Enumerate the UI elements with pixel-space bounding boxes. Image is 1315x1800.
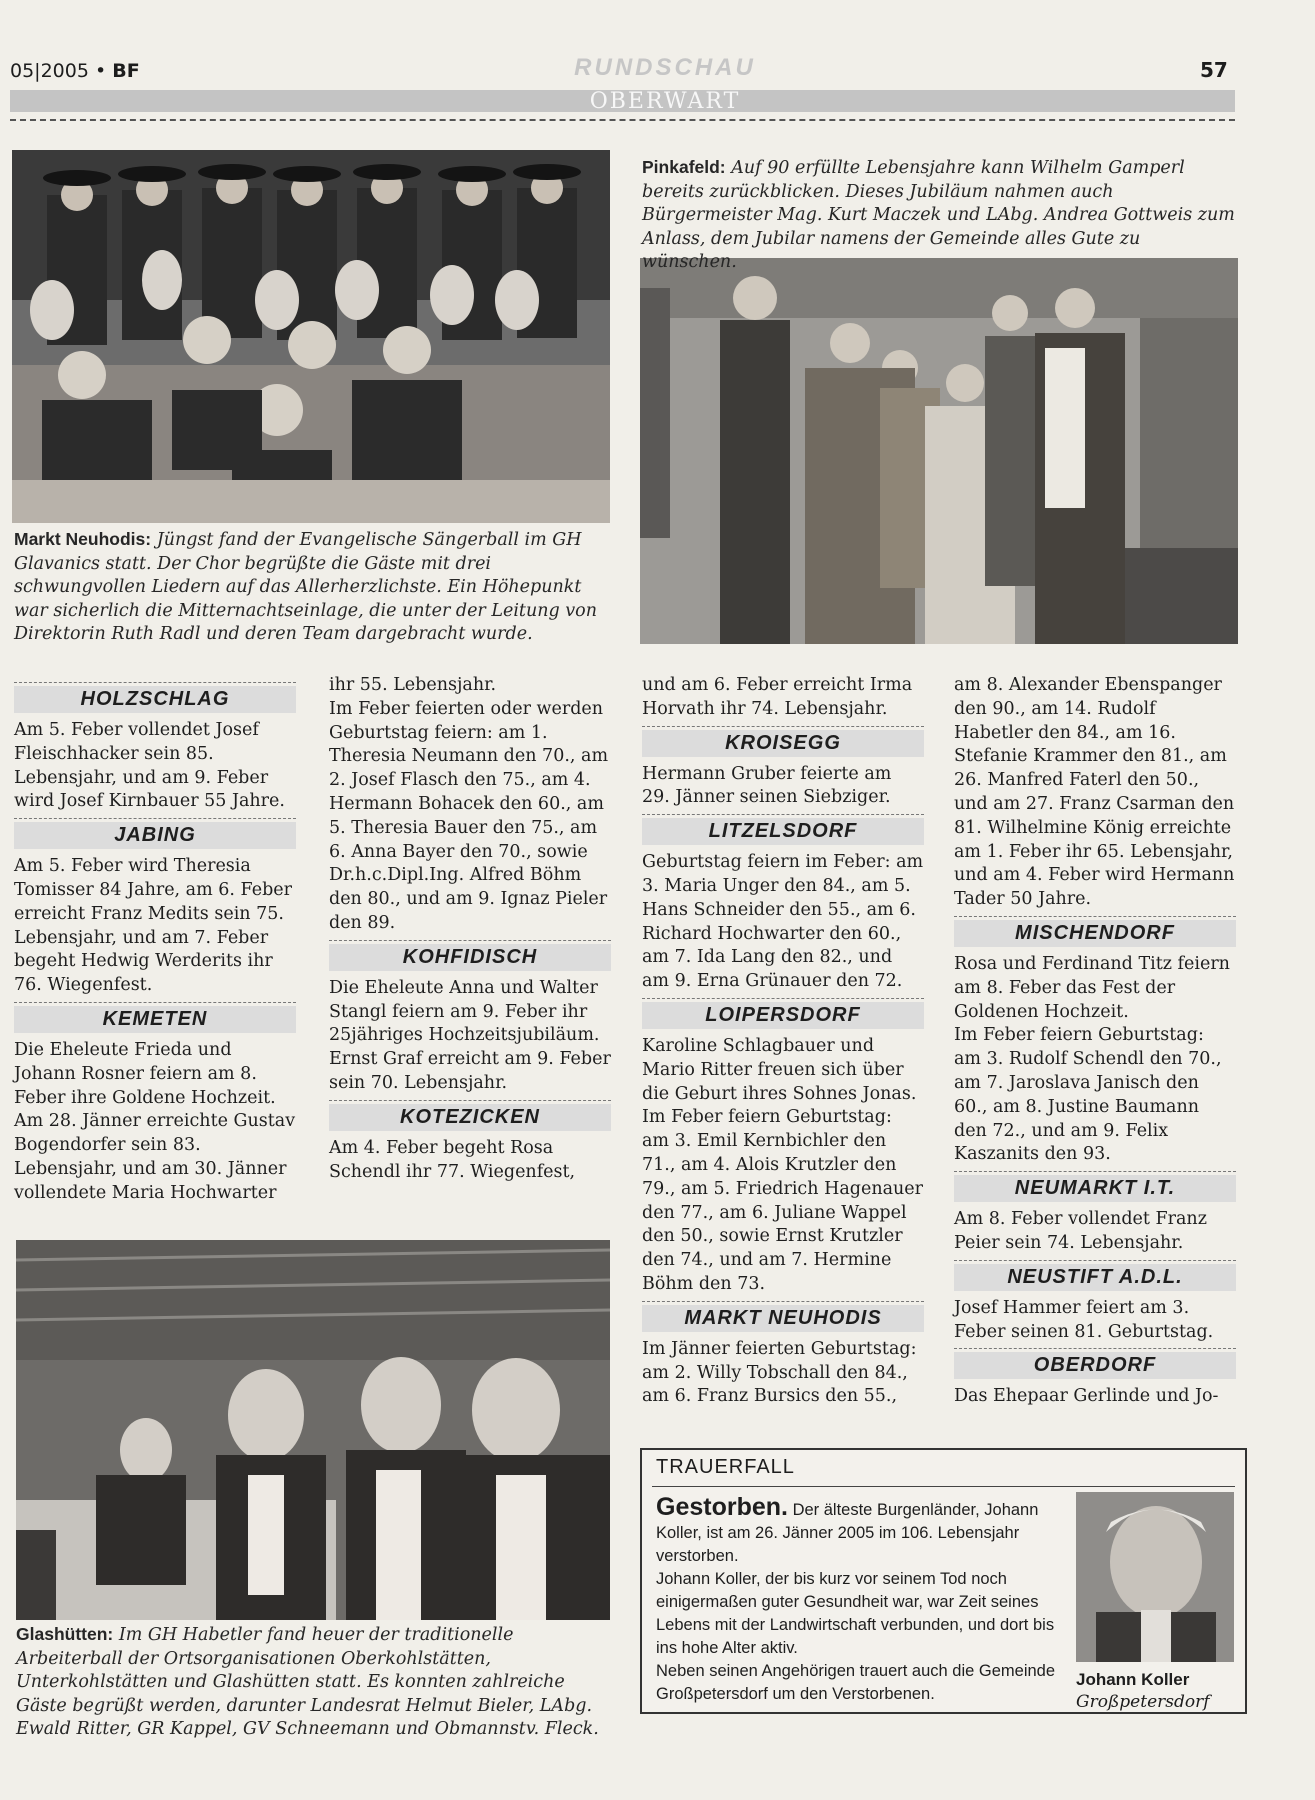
section-title: LITZELSDORF [642,818,924,845]
continued-text: ihr 55. Lebensjahr. [329,675,497,695]
continued-text: am 8. Alexander Ebenspanger den 90., am 14. Rudolf Habetler den 84., am 16. Stefanie Krammer den 81., am 26. Manfred Faterl den 50., und am 27. Franz Csarman den 81. Wilhelmine König erreichte am 1. Feber ihr 65. Lebensjahr, und am 4. Feber wird Hermann Tader 50 Jahre. [954,675,1235,910]
caption-text: Jüngst fand der Evangelische Sängerball im GH Glavanics statt. Der Chor begrüßte die Gäste mit drei schwungvollen Liedern auf das Allerherzlichste. Ein Höhepunkt war sicherlich die Mitternachtseinlage, die unter der Leitung von Direktorin Ruth Radl und deren Team dargebracht wurde. [14,530,597,644]
section-text: Die Eheleute Anna und Walter Stangl feiern am 9. Feber ihr 25jähriges Hochzeitsjubiläum. [329,977,600,1046]
caption-markt-neuhodis [14,528,614,647]
section-title: JABING [14,822,296,849]
section-markt-neuhodis [642,1301,924,1332]
issue-label [10,60,140,82]
section-text: Im Feber feiern Geburtstag: am 3. Rudolf Schendl den 70., am 7. Jaroslava Janisch den 60., am 8. Justine Baumann den 72., und am 9. Felix Kaszanits den 93. [954,1025,1222,1165]
caption-glashuetten [16,1623,616,1742]
section-title: RUNDSCHAU [574,54,756,81]
obituary-title: TRAUERFALL [656,1456,795,1478]
section-loipersdorf [642,998,924,1029]
portrait-place: Großpetersdorf [1076,1692,1210,1712]
caption-place: Pinkafeld: [642,157,726,177]
photo-markt-neuhodis [12,150,610,523]
section-text: Geburtstag feiern im Feber: am 3. Maria Unger den 84., am 5. Hans Schneider den 55., am 6. Richard Hochwarter den 60., am 7. Ida Lang den 82., und am 9. Erna Grünauer den 72. [642,852,924,992]
section-text: Ernst Graf erreicht am 9. Feber sein 70. Lebensjahr. [329,1049,611,1093]
caption-place: Glashütten: [16,1624,114,1644]
section-title: MISCHENDORF [954,920,1236,947]
section-title: HOLZSCHLAG [14,686,296,713]
caption-pinkafeld [642,156,1237,275]
column-2 [329,674,611,1184]
section-kohfidisch [329,940,611,971]
photo-glashuetten [16,1240,610,1620]
section-text: Im Jänner feierten Geburtstag: am 2. Willy Tobschall den 84., am 6. Franz Bursics den 55., [642,1338,917,1407]
section-title: OBERDORF [954,1352,1236,1379]
section-text: Rosa und Ferdinand Titz feiern am 8. Feber das Fest der Goldenen Hochzeit. [954,953,1230,1022]
section-holzschlag [14,682,296,713]
column-4 [954,674,1236,1409]
photo-pinkafeld [640,258,1238,644]
obituary-lead: Gestorben. [656,1493,788,1521]
obituary-divider [652,1486,1235,1487]
obituary-box [640,1448,1247,1714]
continued-text: Im Feber feierten oder werden Geburtstag feiern: am 1. Theresia Neumann den 70., am 2. Josef Flasch den 75., am 4. Hermann Bohacek den 60., am 5. Theresia Bauer den 75., am 6. Anna Bayer den 70., sowie Dr.h.c.Dipl.Ing. Alfred Böhm den 80., und am 9. Ignaz Pieler den 89. [329,698,609,933]
obituary-text [656,1493,1056,1706]
section-litzelsdorf [642,814,924,845]
section-title: MARKT NEUHODIS [642,1305,924,1332]
obituary-text-b: Johann Koller, der bis kurz vor seinem Tod noch einigermaßen guter Gesundheit war, war Zeit seines Lebens mit der Landwirtschaft verbunden, und dort bis ins hohe Alter aktiv. [656,1570,1055,1657]
section-title: LOIPERSDORF [642,1002,924,1029]
section-text: Am 5. Feber wird Theresia Tomisser 84 Jahre, am 6. Feber erreicht Franz Medits sein 75. Lebensjahr, und am 7. Feber begeht Hedwig Werderits ihr 76. Wiegenfest. [14,856,293,996]
section-text: Am 5. Feber vollendet Josef Fleischhacker sein 85. Lebensjahr, und am 9. Feber wird Josef Kirnbauer 55 Jahre. [14,720,285,812]
header-bullet: • [94,60,107,82]
portrait-photo [1076,1492,1234,1662]
caption-text: Auf 90 erfüllte Lebensjahre kann Wilhelm Gamperl bereits zurückblicken. Dieses Jubiläum nahmen auch Bürgermeister Mag. Kurt Maczek und LAbg. Andrea Gottweis zum Anlass, dem Jubilar namens der Gemeinde alles Gute zu wünschen. [642,158,1235,272]
section-jabing [14,818,296,849]
section-title: KOTEZICKEN [329,1104,611,1131]
header-divider [10,119,1235,121]
issue-number: 05|2005 [10,60,89,82]
caption-text: Im GH Habetler fand heuer der traditionelle Arbeiterball der Ortsorganisationen Oberkohlstätten, Unterkohlstätten und Glashütten statt. Es konnten zahlreiche Gäste begrüßt werden, darunter Landesrat Helmut Bieler, LAbg. Ewald Ritter, GR Kappel, GV Schneemann und Obmannstv. Fleck. [16,1625,599,1739]
section-mischendorf [954,916,1236,947]
section-text: Karoline Schlagbauer und Mario Ritter freuen sich über die Geburt ihres Sohnes Jonas. [642,1035,917,1104]
section-text: Die Eheleute Frieda und Johann Rosner feiern am 8. Feber ihre Goldene Hochzeit. Am 28. Jänner erreichte Gustav Bogendorfer sein 83. Lebensjahr, und am 30. Jänner vollendete Maria Hochwarter [14,1039,296,1203]
section-title: KROISEGG [642,730,924,757]
paper-label: BF [112,60,140,82]
page-number: 57 [1200,58,1228,82]
section-title: NEUSTIFT A.D.L. [954,1264,1236,1291]
section-text: Josef Hammer feiert am 3. Feber seinen 81. Geburtstag. [954,1297,1214,1342]
continued-text: und am 6. Feber erreicht Irma Horvath ihr 74. Lebensjahr. [642,675,913,719]
section-title: KEMETEN [14,1006,296,1033]
caption-place: Markt Neuhodis: [14,529,152,549]
section-kemeten [14,1002,296,1033]
section-oberdorf [954,1348,1236,1379]
region-title: OBERWART [589,89,741,114]
section-neumarkt [954,1171,1236,1202]
region-banner [10,90,1235,112]
section-kroisegg [642,726,924,757]
section-title: KOHFIDISCH [329,944,611,971]
column-3 [642,674,924,1409]
section-kotezicken [329,1100,611,1131]
portrait-name: Johann Koller [1076,1670,1190,1689]
section-text: Das Ehepaar Gerlinde und Jo- [954,1386,1219,1407]
section-text: Im Feber feiern Geburtstag: am 3. Emil Kernbichler den 71., am 4. Alois Krutzler den 79., am 5. Friedrich Hagenauer den 77., am 6. Juliane Wappel den 50., sowie Ernst Krutzler den 74., und am 7. Hermine Böhm den 73. [642,1107,924,1294]
section-text: Hermann Gruber feierte am 29. Jänner seinen Siebziger. [642,763,892,808]
section-title: NEUMARKT I.T. [954,1175,1236,1202]
section-text: Am 4. Feber begeht Rosa Schendl ihr 77. Wiegenfest, [329,1137,576,1182]
section-neustift [954,1260,1236,1291]
section-text: Am 8. Feber vollendet Franz Peier sein 74. Lebensjahr. [954,1209,1207,1253]
obituary-text-a: Der älteste Burgenländer, Johann Koller, ist am 26. Jänner 2005 im 106. Lebensjahr verstorben. [656,1501,1039,1565]
column-1 [14,682,296,1206]
obituary-text-c: Neben seinen Angehörigen trauert auch die Gemeinde Großpetersdorf um den Verstorbenen. [656,1662,1056,1703]
